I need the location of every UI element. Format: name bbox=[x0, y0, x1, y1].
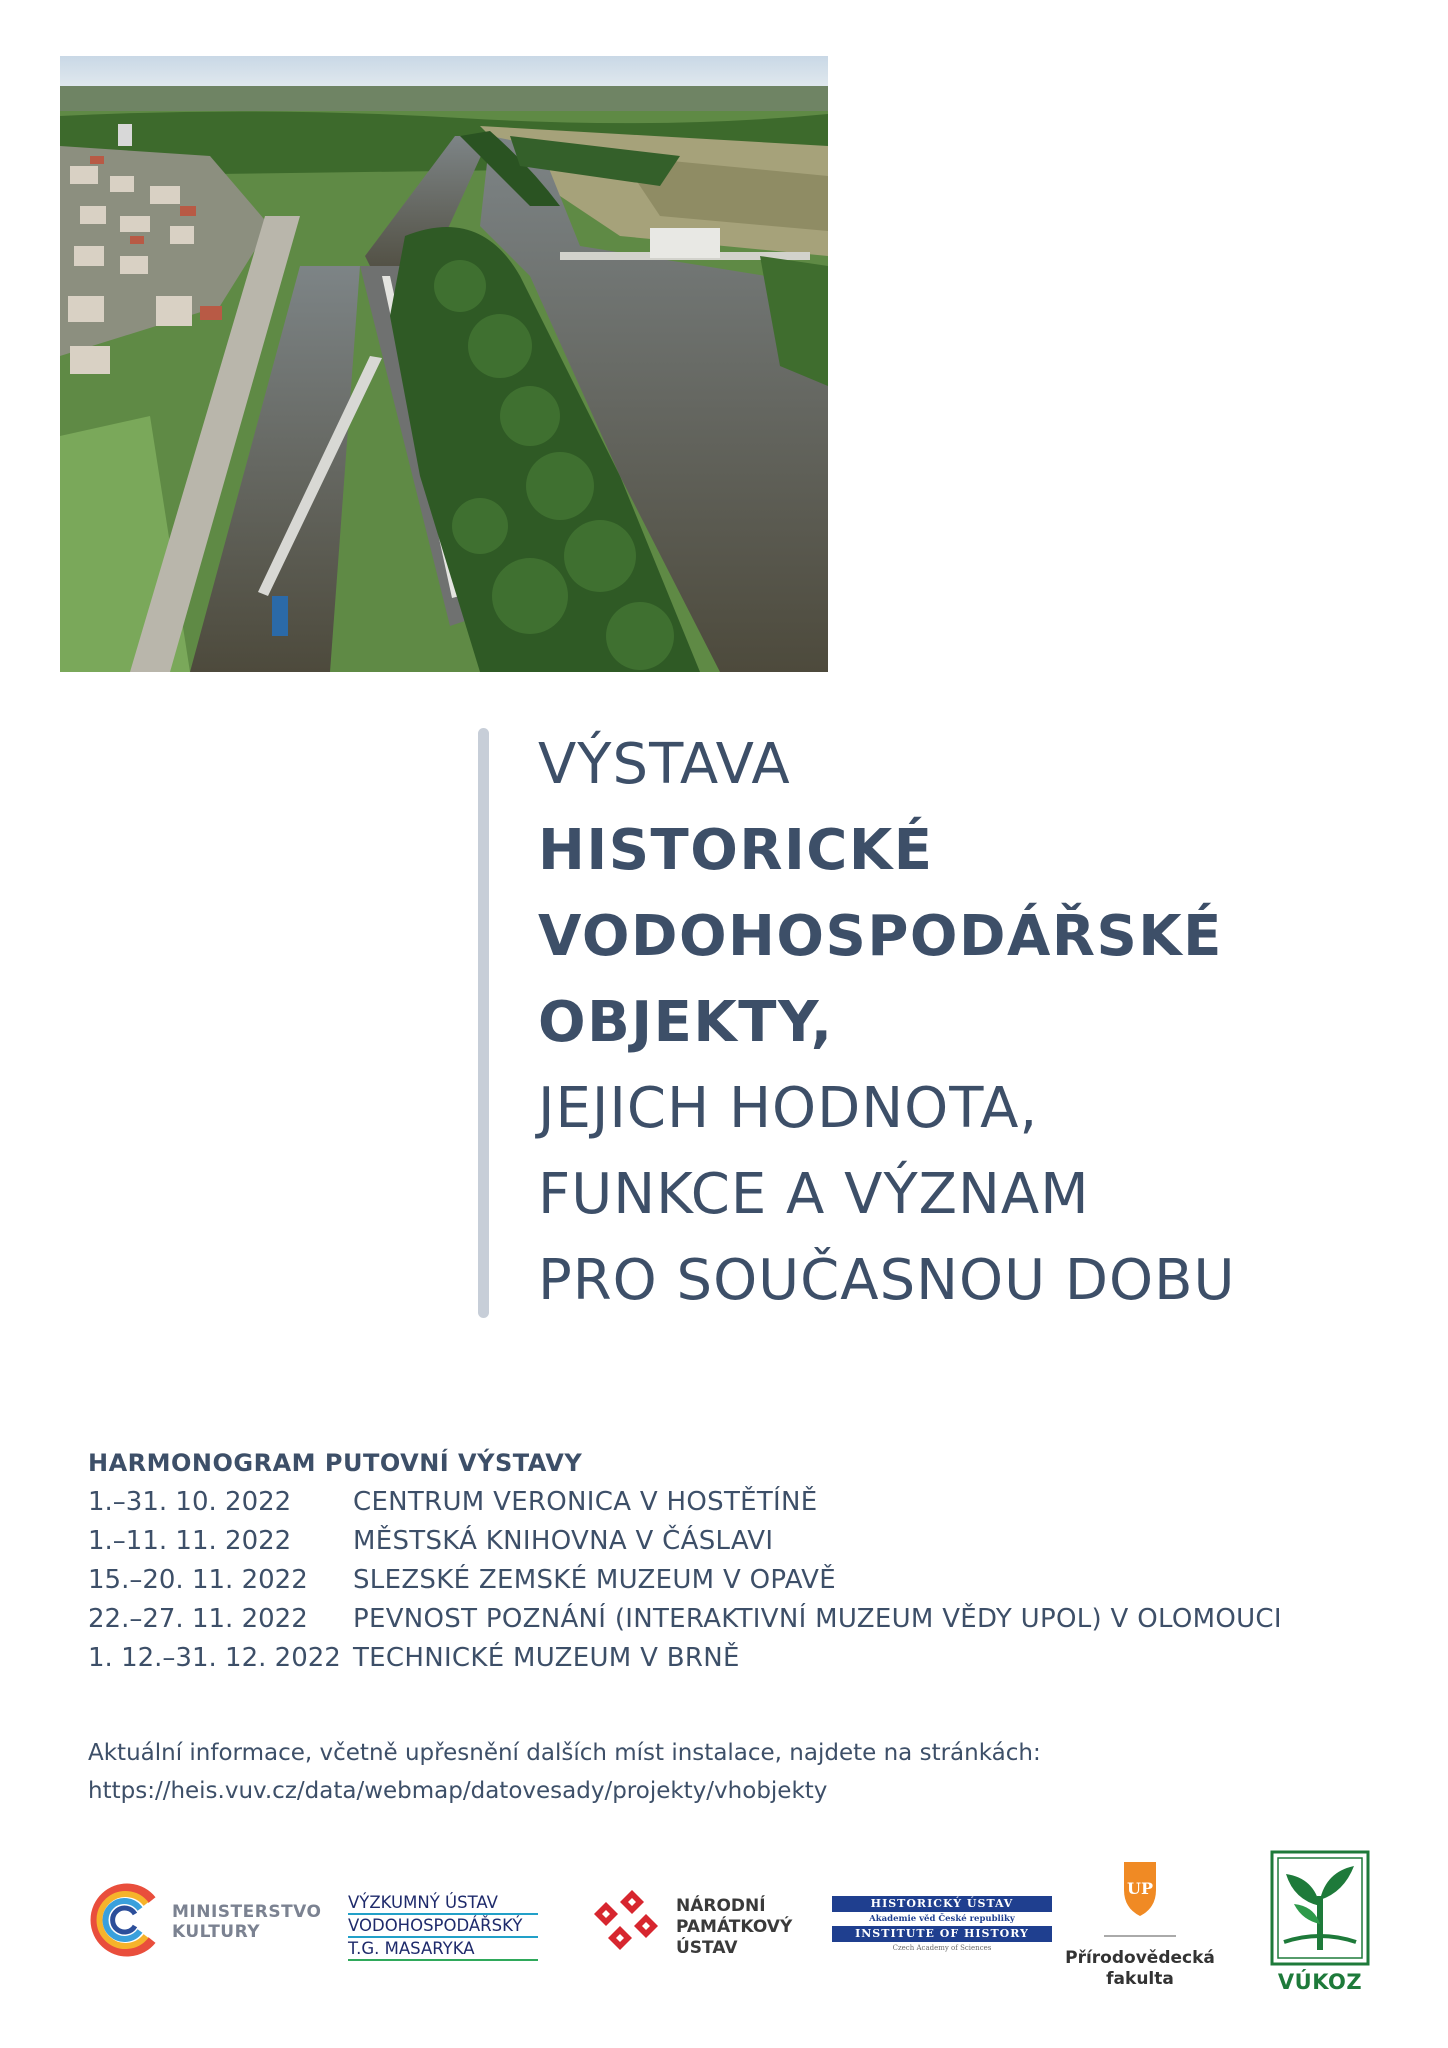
schedule-place: TECHNICKÉ MUZEUM V BRNĚ bbox=[353, 1643, 740, 1673]
ministry-c-icon bbox=[88, 1882, 164, 1958]
schedule-place: MĚSTSKÁ KNIHOVNA V ČÁSLAVI bbox=[353, 1526, 774, 1556]
svg-text:UP: UP bbox=[1127, 1879, 1153, 1898]
schedule-row bbox=[88, 1483, 1418, 1522]
institute-of-history-logo bbox=[832, 1896, 1052, 1958]
schedule-row bbox=[88, 1561, 1418, 1600]
vuv-line-1: VÝZKUMNÝ ÚSTAV bbox=[348, 1892, 538, 1915]
faculty-of-science-logo bbox=[1060, 1856, 1220, 1996]
ministry-line-1: MINISTERSTVO bbox=[172, 1902, 322, 1922]
schedule-date: 1.–31. 10. 2022 bbox=[88, 1487, 292, 1517]
info-url-link[interactable]: https://heis.vuv.cz/data/webmap/datovesady/projekty/vhobjekty bbox=[88, 1778, 828, 1804]
schedule-heading: HARMONOGRAM PUTOVNÍ VÝSTAVY bbox=[88, 1449, 583, 1477]
title-line-2: HISTORICKÉ bbox=[538, 818, 934, 883]
schedule-row bbox=[88, 1522, 1418, 1561]
info-block bbox=[88, 1734, 1408, 1810]
hu-line-1: HISTORICKÝ ÚSTAV bbox=[832, 1896, 1052, 1912]
vukoz-logo bbox=[1270, 1850, 1370, 1998]
npu-diamond-icon bbox=[584, 1890, 668, 1950]
schedule-row bbox=[88, 1600, 1418, 1639]
npu-line-3: ÚSTAV bbox=[676, 1938, 738, 1958]
title-line-5: JEJICH HODNOTA, bbox=[538, 1076, 1039, 1141]
title-line-3: VODOHOSPODÁŘSKÉ bbox=[538, 904, 1223, 969]
hu-line-4: Czech Academy of Sciences bbox=[892, 1944, 992, 1952]
schedule-place: PEVNOST POZNÁNÍ (INTERAKTIVNÍ MUZEUM VĚDY UPOL) V OLOMOUCI bbox=[353, 1604, 1282, 1634]
schedule-date: 1.–11. 11. 2022 bbox=[88, 1526, 292, 1556]
hu-line-3: INSTITUTE OF HISTORY bbox=[832, 1926, 1052, 1942]
vukoz-tree-icon bbox=[1270, 1850, 1370, 1966]
prf-line-1: Přírodovědecká bbox=[1065, 1948, 1215, 1968]
vuv-line-3: T.G. MASARYKA bbox=[348, 1938, 538, 1961]
npu-line-1: NÁRODNÍ bbox=[676, 1896, 766, 1916]
exhibition-title bbox=[538, 722, 1418, 1324]
title-accent-bar bbox=[478, 728, 489, 1318]
title-line-6: FUNKCE A VÝZNAM bbox=[538, 1162, 1090, 1227]
npu-line-2: PAMÁTKOVÝ bbox=[676, 1917, 793, 1937]
title-line-4: OBJEKTY, bbox=[538, 990, 834, 1055]
vuv-tgm-logo bbox=[348, 1892, 538, 1962]
ministry-line-2: KULTURY bbox=[172, 1922, 261, 1942]
schedule-row bbox=[88, 1639, 1418, 1678]
schedule-date: 15.–20. 11. 2022 bbox=[88, 1565, 308, 1595]
info-text: Aktuální informace, včetně upřesnění dalších míst instalace, najdete na stránkách: bbox=[88, 1740, 1041, 1766]
title-line-1: VÝSTAVA bbox=[538, 732, 791, 797]
ministry-of-culture-logo bbox=[88, 1882, 328, 1966]
hu-line-2: Akademie věd České republiky bbox=[869, 1914, 1015, 1924]
aerial-photo-river-lock bbox=[60, 56, 828, 672]
prf-line-2: fakulta bbox=[1106, 1969, 1174, 1989]
schedule bbox=[88, 1443, 1418, 1678]
vukoz-name: VÚKOZ bbox=[1277, 1970, 1363, 1994]
vuv-line-2: VODOHOSPODÁŘSKÝ bbox=[348, 1915, 538, 1938]
schedule-date: 1. 12.–31. 12. 2022 bbox=[88, 1643, 341, 1673]
upol-shield-icon bbox=[1060, 1856, 1220, 1946]
schedule-date: 22.–27. 11. 2022 bbox=[88, 1604, 308, 1634]
npu-logo bbox=[584, 1890, 814, 1964]
schedule-place: CENTRUM VERONICA V HOSTĚTÍNĚ bbox=[353, 1487, 818, 1517]
title-line-7: PRO SOUČASNOU DOBU bbox=[538, 1248, 1236, 1313]
schedule-place: SLEZSKÉ ZEMSKÉ MUZEUM V OPAVĚ bbox=[353, 1565, 836, 1595]
